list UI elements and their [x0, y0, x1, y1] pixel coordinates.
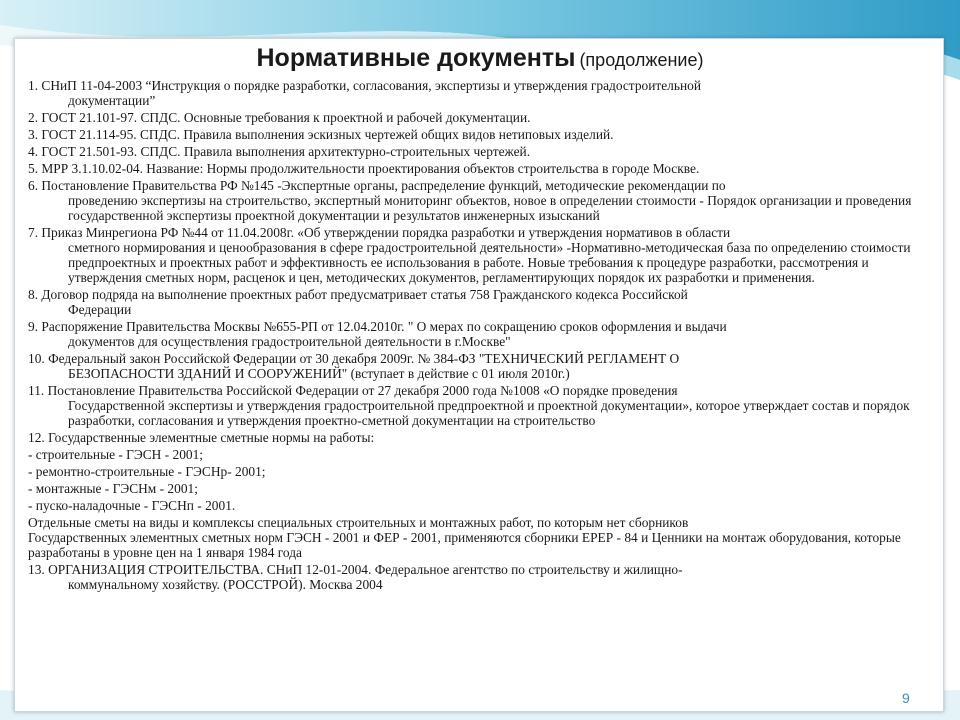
norms-line: - ремонтно-строительные - ГЭСНр- 2001;: [28, 464, 266, 479]
list-item-text: 5. МРР 3.1.10.02-04. Название: Нормы продолжительности проектирования объектов строительства в городе Москве.: [28, 161, 700, 176]
separate-estimates-paragraph: [28, 515, 928, 560]
page-title: [0, 44, 960, 73]
list-item-text: 4. ГОСТ 21.501-93. СПДС. Правила выполнения архитектурно-строительных чертежей.: [28, 144, 531, 159]
list-item-text: 13. ОРГАНИЗАЦИЯ СТРОИТЕЛЬСТВА. СНиП 12-01-2004. Федеральное агентство по строительству и жилищно-: [28, 562, 683, 577]
paragraph-continuation: Государственных элементных сметных норм ГЭСН - 2001 и ФЕР - 2001, применяются сборники ЕРЕР - 84 и Ценники на монтаж оборудования, которые разработаны в уровне цен на 1 января 1984 года: [28, 530, 901, 560]
norms-line: - пуско-наладочные - ГЭСНп - 2001.: [28, 498, 236, 513]
list-item: [28, 319, 928, 349]
list-item: [28, 225, 928, 285]
list-item: [28, 562, 928, 592]
page-number: 9: [902, 690, 910, 706]
list-item-text: 7. Приказ Минрегиона РФ №44 от 11.04.2008г. «Об утверждении порядка разработки и утверждения нормативов в области: [28, 225, 731, 240]
list-item: [28, 161, 928, 176]
list-item: [28, 78, 928, 108]
list-item: [28, 287, 928, 317]
norms-line: - монтажные - ГЭСНм - 2001;: [28, 481, 198, 496]
list-item-text: 9. Распоряжение Правительства Москвы №655-РП от 12.04.2010г. " О мерах по сокращению сроков оформления и выдачи: [28, 319, 727, 334]
list-item: [28, 127, 928, 142]
list-item-text: 6. Постановление Правительства РФ №145 -Экспертные органы, распределение функций, методические рекомендации по: [28, 178, 726, 193]
list-item-continuation: Федерации: [68, 302, 132, 317]
list-item: [28, 110, 928, 125]
list-item-text: 2. ГОСТ 21.101-97. СПДС. Основные требования к проектной и рабочей документации.: [28, 110, 531, 125]
title-main: Нормативные документы: [256, 44, 576, 72]
list-item: [28, 383, 928, 428]
title-subtitle: (продолжение): [579, 50, 704, 70]
list-item-continuation: коммунальному хозяйству. (РОССТРОЙ). Москва 2004: [68, 577, 383, 592]
list-item-text: 10. Федеральный закон Российской Федерации от 30 декабря 2009г. № 384-ФЗ "ТЕХНИЧЕСКИЙ РЕГЛАМЕНТ О: [28, 351, 680, 366]
list-item-continuation: сметного нормирования и ценообразования в сфере градостроительной деятельности» -Нормативно-методическая база по определению стоимости предпроектных и проектных работ и эффективность ее использования в работе. Новые требования к процедуре разработки, рассмотрения и утверждения сметных норм, расценок и цен, методических документов, регламентирующих порядок их разработки и применения.: [68, 240, 911, 285]
list-item-continuation: проведению экспертизы на строительство, экспертный мониторинг объектов, новое в определении стоимости - Порядок организации и проведения государственной экспертизы проектной документации и результатов инженерных изысканий: [68, 193, 912, 223]
list-item-text: 11. Постановление Правительства Российской Федерации от 27 декабря 2000 года №1008 «О порядке проведения: [28, 383, 678, 398]
list-item-continuation: БЕЗОПАСНОСТИ ЗДАНИЙ И СООРУЖЕНИЙ" (вступает в действие с 01 июля 2010г.): [68, 366, 570, 381]
norms-heading: 12. Государственные элементные сметные нормы на работы:: [28, 430, 375, 445]
list-item-text: 3. ГОСТ 21.114-95. СПДС. Правила выполнения эскизных чертежей общих видов нетиповых изделий.: [28, 127, 614, 142]
list-item-continuation: Государственной экспертизы и утверждения градостроительной предпроектной и проектной документации», которое утверждает состав и порядок разработки, согласования и утверждения проектно-сметной документации на строительство: [68, 398, 910, 428]
list-item-continuation: документов для осуществления градостроительной деятельности в г.Москве": [68, 334, 511, 349]
list-item-text: 1. СНиП 11-04-2003 “Инструкция о порядке разработки, согласования, экспертизы и утверждения градостроительной: [28, 78, 701, 93]
paragraph-text: Отдельные сметы на виды и комплексы специальных строительных и монтажных работ, по которым нет сборников: [28, 515, 689, 530]
list-item: [28, 351, 928, 381]
norms-line: - строительные - ГЭСН - 2001;: [28, 447, 204, 462]
document-list: [28, 78, 928, 594]
list-item: [28, 178, 928, 223]
list-item: [28, 144, 928, 159]
list-item-text: 8. Договор подряда на выполнение проектных работ предусматривает статья 758 Гражданского кодекса Российской: [28, 287, 688, 302]
list-item-continuation: документации”: [68, 93, 156, 108]
